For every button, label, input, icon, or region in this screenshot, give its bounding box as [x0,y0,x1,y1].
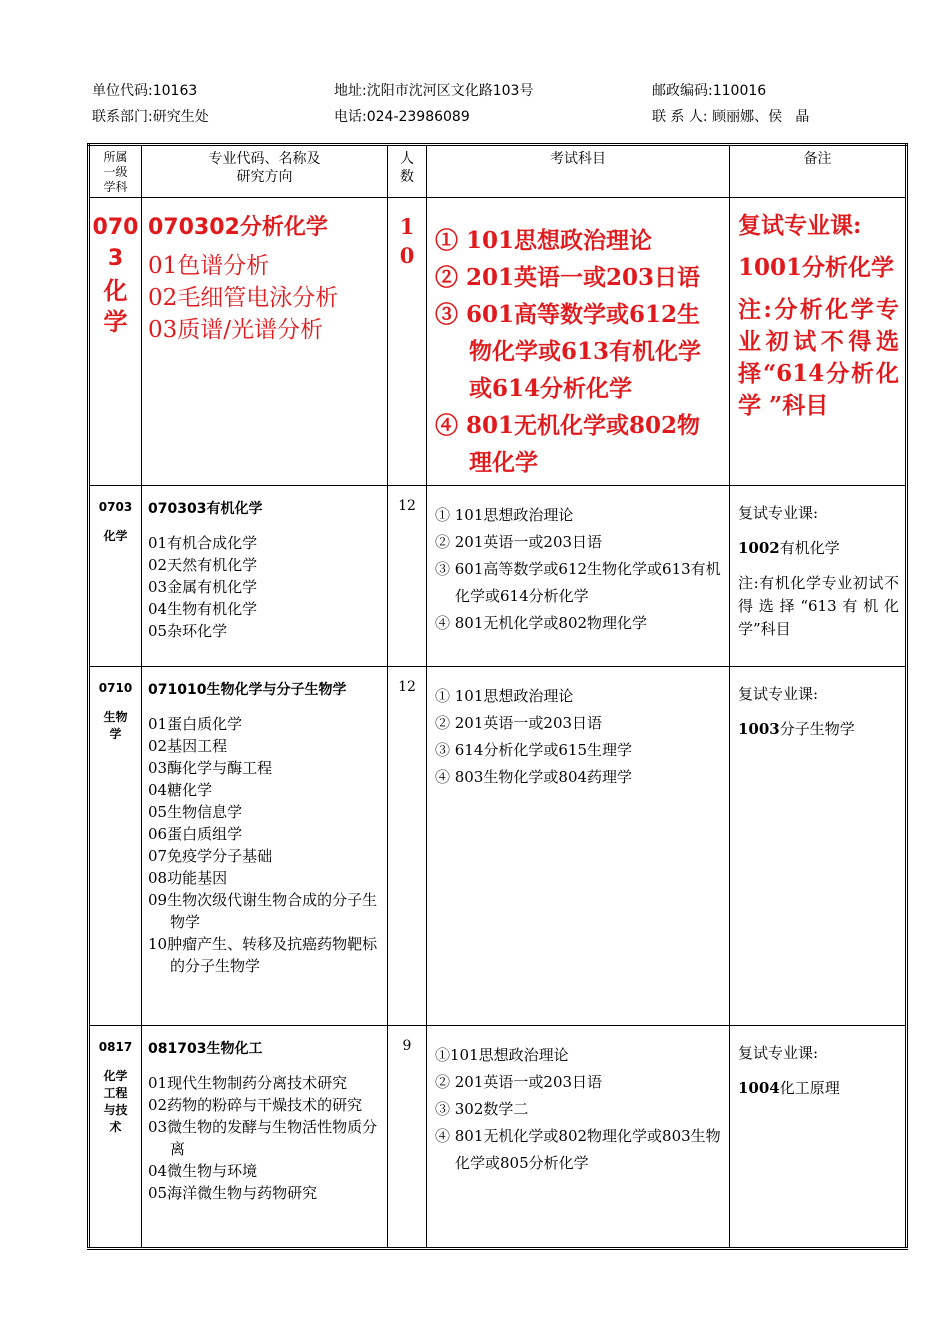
discipline-name: 化学 工程 与技 术 [103,1069,128,1134]
research-direction: 05杂环化学 [148,622,228,640]
address: 地址:沈阳市沈河区文化路103号 [334,83,534,99]
discipline-cell [89,486,142,667]
table-row [89,667,907,1026]
exam-subject: ③ 601高等数学或612生物化学或613有机化学或614分析化学 [435,560,721,605]
header-count-line: 数 [400,169,414,185]
discipline-name: 生物 学 [103,710,128,741]
exam-subject: ①101思想政治理论 [435,1046,569,1064]
remark-cell [730,198,907,486]
table-row [89,1026,907,1249]
remark-cell [730,667,907,1026]
research-direction: 07免疫学分子基础 [148,847,273,865]
retest-course: 1004化工原理 [738,1079,840,1097]
document-header [92,80,872,132]
major-cell [142,667,388,1026]
research-direction: 04糖化学 [148,781,213,799]
discipline-name: 化 学 [103,277,128,336]
exam-subject: ② 201英语一或203日语 [435,1073,603,1091]
remark-cell [730,486,907,667]
major-title: 081703生物化工 [148,1041,263,1057]
major-cell [142,198,388,486]
header-count-line: 人 [400,151,414,167]
unit-code: 单位代码:10163 [92,83,198,99]
enrollment-count: 12 [388,486,427,667]
header-major-line: 研究方向 [236,169,293,185]
research-direction: 04微生物与环境 [148,1162,258,1180]
research-direction: 03微生物的发酵与生物活性物质分离 [148,1118,378,1158]
discipline-code: 0703 [98,500,133,514]
discipline-code: 070 3 [92,215,139,271]
remark-note: 注:分析化学专业初试不得选择“614分析化学 ”科目 [738,296,899,419]
major-cell [142,1026,388,1249]
discipline-code: 0710 [98,681,133,695]
research-direction: 04生物有机化学 [148,600,258,618]
research-direction: 01有机合成化学 [148,534,258,552]
header-major-line: 专业代码、名称及 [208,151,321,167]
research-direction: 10肿瘤产生、转移及抗癌药物靶标的分子生物学 [148,935,378,975]
retest-label: 复试专业课: [738,212,862,239]
exam-subject: ④ 801无机化学或802物理化学 [435,412,701,476]
retest-label: 复试专业课: [738,504,819,522]
research-direction: 03金属有机化学 [148,578,258,596]
exam-subject: ③ 302数学二 [435,1100,529,1118]
research-direction: 01现代生物制药分离技术研究 [148,1074,348,1092]
contact-person: 联 系 人: 顾丽娜、侯 晶 [652,109,810,125]
table-row [89,486,907,667]
exam-subject: ① 101思想政治理论 [435,227,653,254]
research-direction: 03质谱/光谱分析 [148,317,324,343]
research-direction: 03酶化学与酶工程 [148,759,273,777]
table-header-row [89,145,907,198]
retest-course: 1003分子生物学 [738,720,855,738]
retest-label: 复试专业课: [738,1044,819,1062]
postcode: 邮政编码:110016 [652,83,767,99]
retest-course: 1002有机化学 [738,539,840,557]
research-direction: 09生物次级代谢生物合成的分子生物学 [148,891,378,931]
exam-subject: ③ 614分析化学或615生理学 [435,741,633,759]
header-major [142,145,388,198]
phone: 电话:024-23986089 [334,109,470,125]
research-direction: 05生物信息学 [148,803,243,821]
header-exam: 考试科目 [427,145,730,198]
exam-subject: ③ 601高等数学或612生物化学或613有机化学或614分析化学 [435,301,702,402]
discipline-cell [89,198,142,486]
discipline-name: 化学 [103,529,128,543]
discipline-code: 0817 [98,1040,133,1054]
exam-subject: ④ 803生物化学或804药理学 [435,768,633,786]
research-direction: 08功能基因 [148,869,228,887]
enrollment-count: 12 [388,667,427,1026]
research-direction: 02基因工程 [148,737,228,755]
exam-subject: ④ 801无机化学或802物理化学 [435,614,648,632]
exam-subjects-cell [427,667,730,1026]
research-direction: 02毛细管电泳分析 [148,285,339,311]
exam-subjects-cell [427,1026,730,1249]
research-direction: 02天然有机化学 [148,556,258,574]
exam-subject: ② 201英语一或203日语 [435,714,603,732]
research-direction: 02药物的粉碎与干燥技术的研究 [148,1096,363,1114]
exam-subject: ① 101思想政治理论 [435,687,574,705]
exam-subject: ② 201英语一或203日语 [435,533,603,551]
table-row [89,198,907,486]
major-title: 070303有机化学 [148,501,263,517]
enrollment-count: 1 0 [388,198,427,486]
department: 联系部门:研究生处 [92,109,209,125]
admissions-table [87,143,908,1250]
exam-subject: ① 101思想政治理论 [435,506,574,524]
header-discipline [89,145,142,198]
major-title: 070302分析化学 [148,215,328,240]
research-direction: 01色谱分析 [148,253,270,279]
exam-subjects-cell [427,198,730,486]
header-remark: 备注 [730,145,907,198]
major-cell [142,486,388,667]
remark-note: 注:有机化学专业初试不得选择“613有机化学”科目 [738,574,899,638]
discipline-cell [89,1026,142,1249]
research-direction: 06蛋白质组学 [148,825,243,843]
research-direction: 01蛋白质化学 [148,715,243,733]
retest-label: 复试专业课: [738,685,819,703]
remark-cell [730,1026,907,1249]
exam-subjects-cell [427,486,730,667]
major-title: 071010生物化学与分子生物学 [148,682,347,698]
header-discipline-line: 一级 [103,165,128,179]
enrollment-count: 9 [388,1026,427,1249]
header-count [388,145,427,198]
exam-subject: ② 201英语一或203日语 [435,264,701,291]
header-discipline-line: 学科 [103,180,128,194]
exam-subject: ④ 801无机化学或802物理化学或803生物化学或805分析化学 [435,1127,721,1172]
research-direction: 05海洋微生物与药物研究 [148,1184,318,1202]
discipline-cell [89,667,142,1026]
header-discipline-line: 所属 [103,150,128,164]
retest-course: 1001分析化学 [738,254,895,281]
